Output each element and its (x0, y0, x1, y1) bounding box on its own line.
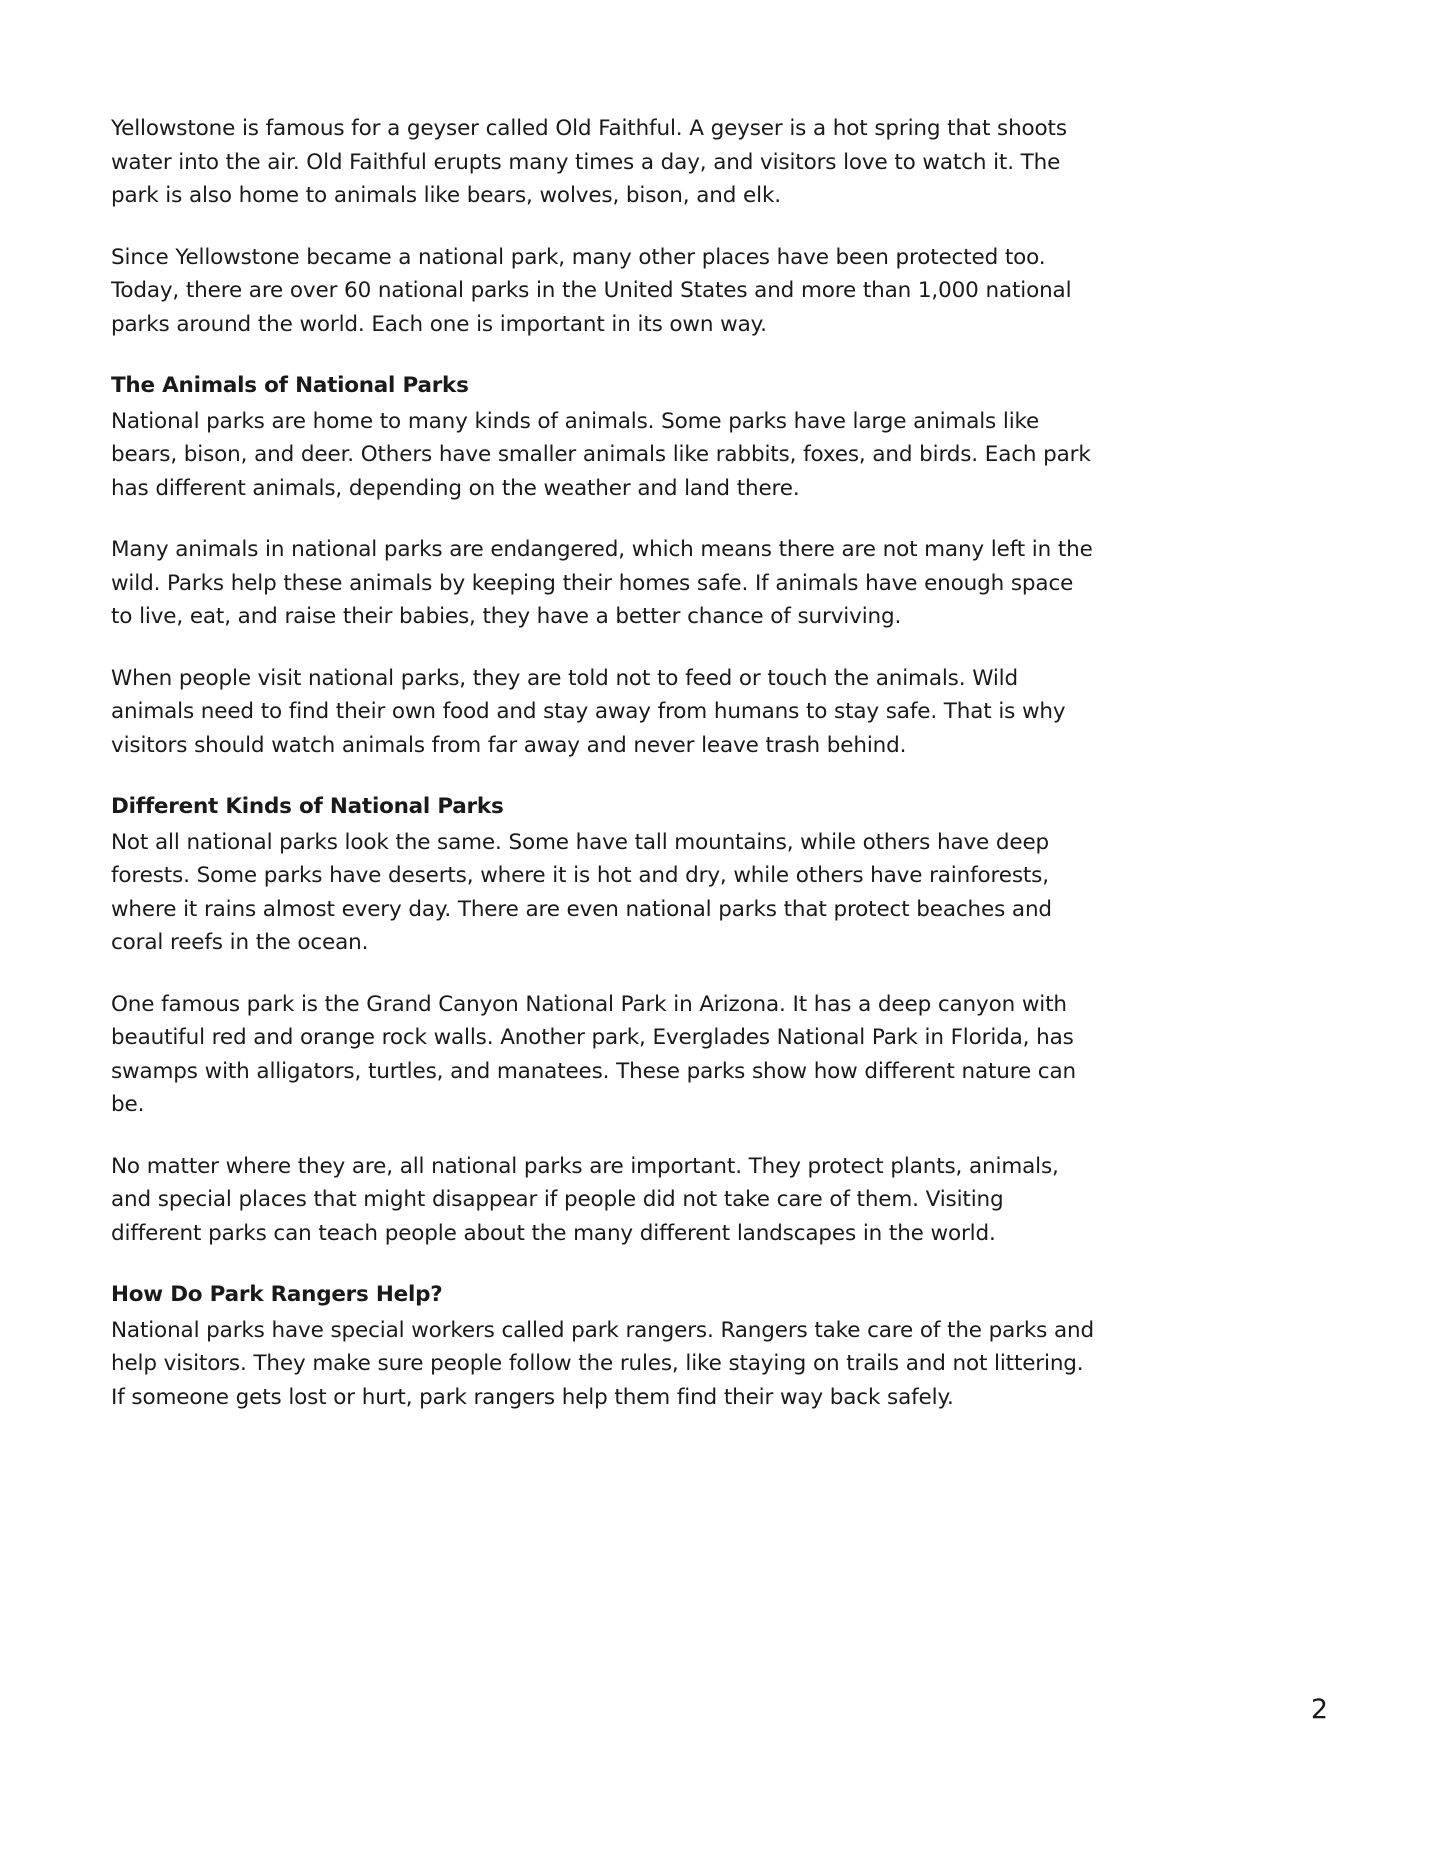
paragraph-parks-are-important: No matter where they are, all national parks are important. They protect plants, animals, and special places that might disappear if people did not take care of them. Visiting different parks can teach people about the many different landscapes in the world. (111, 1153, 1059, 1246)
paragraph-old-faithful: Yellowstone is famous for a geyser called Old Faithful. A geyser is a hot spring that shoots water into the air. Old Faithful erupts many times a day, and visitors love to watch it. The park is also home to animals like bears, wolves, bison, and elk. (111, 116, 1067, 208)
paragraph-kinds-of-animals: National parks are home to many kinds of animals. Some parks have large animals like bears, bison, and deer. Others have smaller animals like rabbits, foxes, and birds. Each park has different animals, depending on the weather and land there. (111, 408, 1091, 501)
paragraph-park-rangers: National parks have special workers called park rangers. Rangers take care of the parks and help visitors. They make sure people follow the rules, like staying on trails and not littering. If someone gets lost or hurt, park rangers help them find their way back safely. (111, 1317, 1095, 1410)
paragraph-protected-places: Since Yellowstone became a national park, many other places have been protected too. Today, there are over 60 national parks in the United States and more than 1,000 national parks around the world. Each one is important in its own way. (111, 244, 1072, 337)
heading-the-animals-of-national-parks: The Animals of National Parks (111, 373, 469, 398)
paragraph-grand-canyon-everglades: One famous park is the Grand Canyon National Park in Arizona. It has a deep canyon with beautiful red and orange rock walls. Another park, Everglades National Park in Florida, has swamps with alligators, turtles, and manatees. These parks show how different nature can be. (111, 991, 1076, 1117)
paragraph-endangered-animals: Many animals in national parks are endangered, which means there are not many left in the wild. Parks help these animals by keeping their homes safe. If animals have enough space to live, eat, and raise their babies, they have a better chance of surviving. (111, 537, 1093, 629)
paragraph-do-not-feed-animals: When people visit national parks, they are told not to feed or touch the animals. Wild animals need to find their own food and stay away from humans to stay safe. That is why visitors should watch animals from far away and never leave trash behind. (111, 665, 1066, 758)
document-body (111, 112, 1099, 1442)
heading-different-kinds-of-national-parks: Different Kinds of National Parks (111, 794, 504, 819)
page-number: 2 (1310, 1694, 1328, 1725)
paragraph-varied-landscapes: Not all national parks look the same. Some have tall mountains, while others have deep forests. Some parks have deserts, where it is hot and dry, while others have rainforests, where it rains almost every day. There are even national parks that protect beaches and coral reefs in the ocean. (111, 829, 1052, 955)
heading-how-do-park-rangers-help: How Do Park Rangers Help? (111, 1282, 443, 1307)
